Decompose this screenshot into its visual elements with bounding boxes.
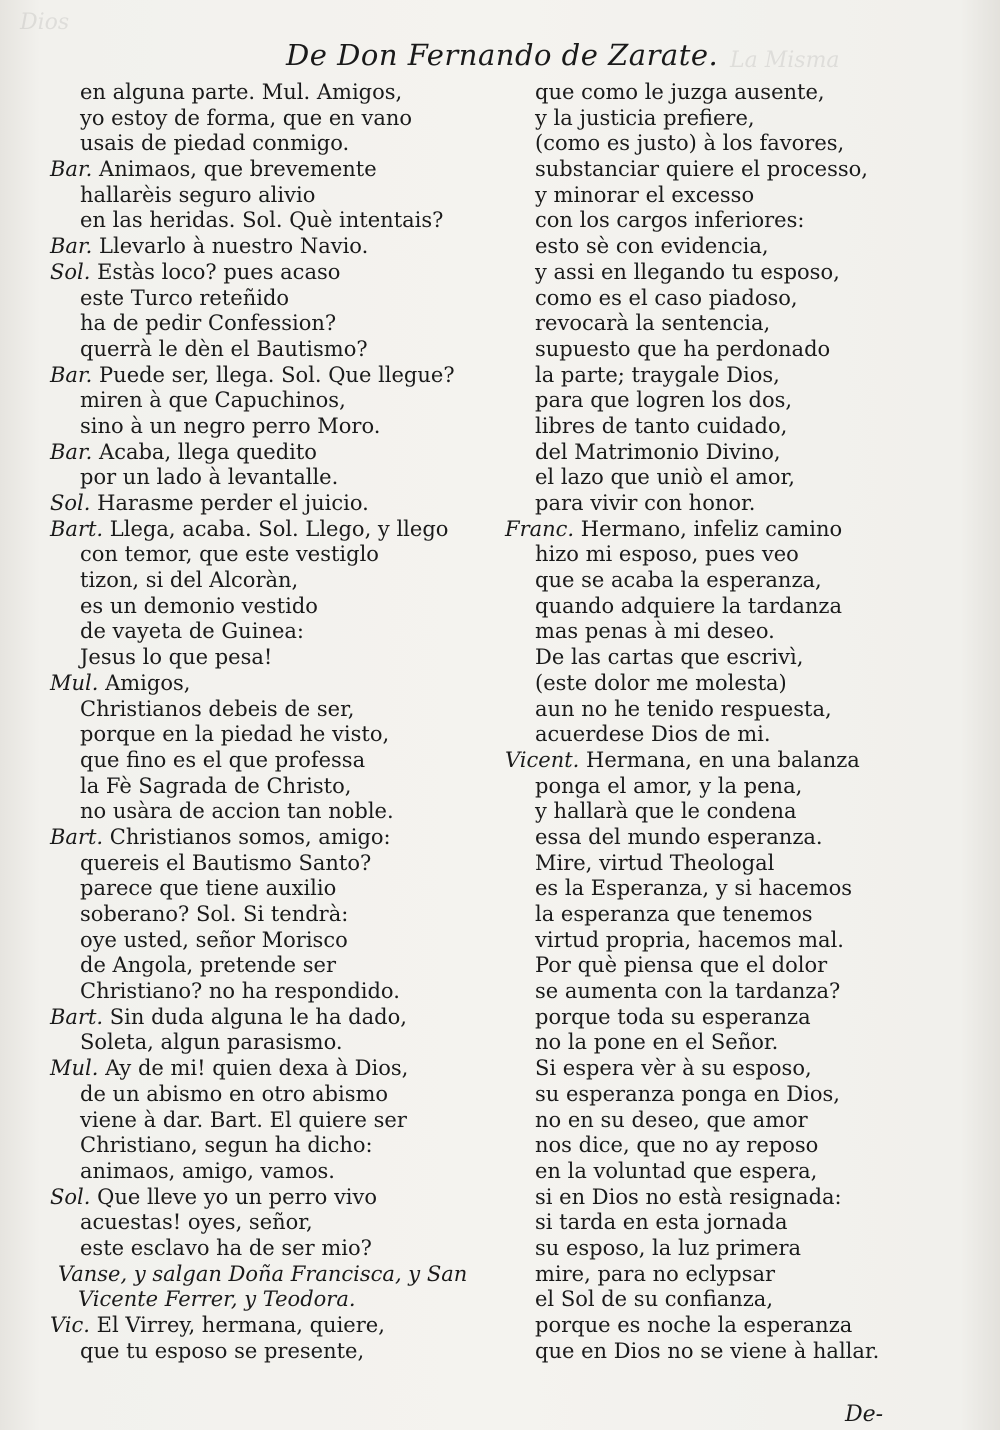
- verse-line: su esperanza ponga en Dios,: [535, 1081, 840, 1106]
- speech-line: [50, 157, 470, 183]
- verse-line: mire, para no eclypsar: [535, 1261, 776, 1286]
- verse-line: como es el caso piadoso,: [535, 285, 798, 310]
- verse-line: en alguna parte. Mul. Amigos,: [80, 80, 403, 104]
- speaker-label: Bart.: [50, 824, 104, 849]
- right-column: [505, 80, 925, 1364]
- verse-line: oye usted, señor Morisco: [80, 927, 348, 952]
- verse-line: quereis el Bautismo Santo?: [80, 850, 372, 875]
- verse-line: en las heridas. Sol. Què intentais?: [80, 208, 444, 233]
- speech-line: [50, 517, 470, 543]
- speaker-label: Sol.: [50, 259, 91, 284]
- verse-text: El Virrey, hermana, quiere,: [89, 1313, 385, 1337]
- speech-line: [50, 1056, 470, 1082]
- verse-line: substanciar quiere el processo,: [535, 157, 868, 182]
- verse-line: Mire, virtud Theologal: [535, 850, 775, 875]
- verse-line: nos dice, que no ay reposo: [535, 1133, 819, 1158]
- stage-direction: Vanse, y salgan Doña Francisca, y San: [58, 1261, 468, 1286]
- speaker-label: Bar.: [50, 362, 93, 387]
- speech-line: [50, 234, 470, 260]
- verse-text: Acaba, llega quedito: [92, 439, 317, 464]
- verse-line: virtud propria, hacemos mal.: [535, 927, 844, 952]
- speech-line: [50, 1313, 470, 1339]
- verse-line: querrà le dèn el Bautismo?: [80, 336, 368, 361]
- verse-line: de vayeta de Guinea:: [80, 619, 304, 644]
- verse-text: Que lleve yo un perro vivo: [90, 1184, 378, 1209]
- speech-line: [50, 440, 470, 466]
- verse-line: que en Dios no se viene à hallar.: [535, 1338, 880, 1363]
- verse-line: hallarèis seguro alivio: [80, 182, 316, 207]
- verse-line: porque es noche la esperanza: [535, 1313, 853, 1337]
- verse-text: Estàs loco? pues acaso: [90, 259, 341, 284]
- verse-line: no la pone en el Señor.: [535, 1030, 779, 1055]
- verse-line: esto sè con evidencia,: [535, 234, 769, 259]
- speaker-label: Bar.: [50, 157, 93, 182]
- verse-line: si en Dios no està resignada:: [535, 1184, 842, 1209]
- speaker-label: Vicent.: [505, 747, 580, 772]
- speech-line: [50, 671, 470, 697]
- speech-line: [505, 517, 925, 543]
- verse-line: soberano? Sol. Si tendrà:: [80, 902, 349, 926]
- verse-text: Christianos somos, amigo:: [103, 824, 391, 849]
- verse-line: por un lado à levantalle.: [80, 465, 339, 490]
- verse-line: y hallarà que le condena: [535, 799, 797, 824]
- verse-line: si tarda en esta jornada: [535, 1210, 788, 1235]
- verse-line: y la justicia prefiere,: [535, 105, 755, 130]
- verse-line: acuerdese Dios de mi.: [535, 722, 771, 747]
- speaker-label: Sol.: [50, 491, 91, 515]
- speaker-label: Bar.: [50, 439, 93, 464]
- verse-text: Harasme perder el juicio.: [90, 491, 369, 515]
- running-header: De Don Fernando de Zarate.: [286, 38, 719, 72]
- verse-line: supuesto que ha perdonado: [535, 336, 831, 361]
- verse-line: Christiano? no ha respondido.: [80, 979, 400, 1004]
- speech-line: [50, 363, 470, 389]
- verse-line: revocarà la sentencia,: [535, 311, 771, 336]
- verse-line: quando adquiere la tardanza: [535, 593, 842, 618]
- verse-line: porque toda su esperanza: [535, 1004, 811, 1029]
- verse-line: Christiano, segun ha dicho:: [80, 1133, 373, 1158]
- verse-line: Jesus lo que pesa!: [80, 645, 273, 670]
- verse-line: (como es justo) à los favores,: [535, 131, 845, 156]
- verse-line: en la voluntad que espera,: [535, 1158, 818, 1183]
- verse-line: Si espera vèr à su esposo,: [535, 1056, 812, 1081]
- verse-line: su esposo, la luz primera: [535, 1235, 802, 1260]
- verse-line: con temor, que este vestiglo: [80, 542, 379, 567]
- verse-line: aun no he tenido respuesta,: [535, 696, 832, 721]
- verse-line: que como le juzga ausente,: [535, 80, 825, 104]
- verse-line: ha de pedir Confession?: [80, 311, 337, 336]
- speaker-label: Mul.: [50, 1056, 99, 1081]
- verse-line: mas penas à mi deseo.: [535, 619, 775, 644]
- verse-text: Hermano, infeliz camino: [574, 516, 843, 541]
- verse-line: (este dolor me molesta): [535, 670, 787, 695]
- verse-line: tizon, si del Alcoràn,: [80, 568, 299, 593]
- verse-line: y minorar el excesso: [535, 182, 755, 207]
- verse-line: para que logren los dos,: [535, 388, 793, 413]
- verse-line: del Matrimonio Divino,: [535, 439, 781, 464]
- verse-line: que se acaba la esperanza,: [535, 568, 822, 593]
- speaker-label: Franc.: [505, 516, 575, 541]
- stage-direction: Vicente Ferrer, y Teodora.: [78, 1287, 356, 1312]
- verse-line: la Fè Sagrada de Christo,: [80, 773, 352, 798]
- verse-text: Hermana, en una balanza: [579, 747, 860, 772]
- verse-text: Llega, acaba. Sol. Llego, y llego: [103, 516, 449, 541]
- verse-text: Puede ser, llega. Sol. Que llegue?: [92, 362, 455, 387]
- verse-line: este Turco reteñido: [80, 285, 290, 310]
- speech-line: [50, 1185, 470, 1211]
- verse-line: essa del mundo esperanza.: [535, 824, 823, 849]
- verse-line: no en su deseo, que amor: [535, 1107, 808, 1132]
- verse-text: Animaos, que brevemente: [92, 157, 377, 182]
- left-column: [50, 80, 470, 1364]
- verse-line: hizo mi esposo, pues veo: [535, 542, 799, 567]
- verse-line: Christianos debeis de ser,: [80, 696, 355, 721]
- verse-line: sino à un negro perro Moro.: [80, 413, 381, 438]
- verse-line: que tu esposo se presente,: [80, 1338, 365, 1363]
- verse-line: ponga el amor, y la pena,: [535, 773, 803, 798]
- speaker-label: Sol.: [50, 1184, 91, 1209]
- verse-line: que fino es el que professa: [80, 747, 366, 772]
- verse-text: Amigos,: [98, 670, 191, 695]
- verse-line: este esclavo ha de ser mio?: [80, 1235, 372, 1260]
- speech-line: [50, 825, 470, 851]
- speech-line: [505, 748, 925, 774]
- verse-line: la esperanza que tenemos: [535, 902, 813, 926]
- verse-line: de Angola, pretende ser: [80, 953, 336, 978]
- verse-line: no usàra de accion tan noble.: [80, 799, 394, 824]
- verse-line: Por què piensa que el dolor: [535, 953, 828, 978]
- verse-text: Sin duda alguna le ha dado,: [103, 1004, 407, 1029]
- verse-line: el Sol de su confianza,: [535, 1287, 774, 1312]
- verse-line: Soleta, algun parasismo.: [80, 1030, 343, 1055]
- verse-line: yo estoy de forma, que en vano: [80, 105, 413, 130]
- verse-line: parece que tiene auxilio: [80, 876, 337, 901]
- verse-line: acuestas! oyes, señor,: [80, 1210, 313, 1235]
- verse-line: para vivir con honor.: [535, 491, 756, 515]
- verse-line: la parte; traygale Dios,: [535, 362, 780, 387]
- verse-line: se aumenta con la tardanza?: [535, 979, 841, 1004]
- verse-line: De las cartas que escrivì,: [535, 645, 804, 670]
- speaker-label: Bart.: [50, 516, 104, 541]
- speaker-label: Mul.: [50, 670, 99, 695]
- verse-text: Ay de mi! quien dexa à Dios,: [98, 1056, 409, 1081]
- speech-line: [50, 491, 470, 517]
- verse-line: es la Esperanza, y si hacemos: [535, 876, 853, 901]
- verse-line: porque en la piedad he visto,: [80, 722, 390, 747]
- verse-line: usais de piedad conmigo.: [80, 131, 350, 156]
- verse-line: y assi en llegando tu esposo,: [535, 259, 840, 284]
- verse-line: miren à que Capuchinos,: [80, 388, 346, 413]
- speech-line: [50, 1005, 470, 1031]
- speaker-label: Vic.: [50, 1313, 90, 1337]
- catchword: De-: [845, 1402, 884, 1427]
- verse-line: libres de tanto cuidado,: [535, 413, 788, 438]
- show-through-text: La Misma Dios: [20, 10, 840, 73]
- speaker-label: Bart.: [50, 1004, 104, 1029]
- verse-line: con los cargos inferiores:: [535, 208, 805, 233]
- verse-text: Llevarlo à nuestro Navio.: [92, 234, 369, 259]
- speech-line: [50, 260, 470, 286]
- verse-line: de un abismo en otro abismo: [80, 1081, 389, 1106]
- verse-line: el lazo que uniò el amor,: [535, 465, 795, 490]
- verse-line: animaos, amigo, vamos.: [80, 1158, 335, 1183]
- verse-line: es un demonio vestido: [80, 593, 318, 618]
- verse-line: viene à dar. Bart. El quiere ser: [80, 1107, 407, 1132]
- speaker-label: Bar.: [50, 234, 93, 259]
